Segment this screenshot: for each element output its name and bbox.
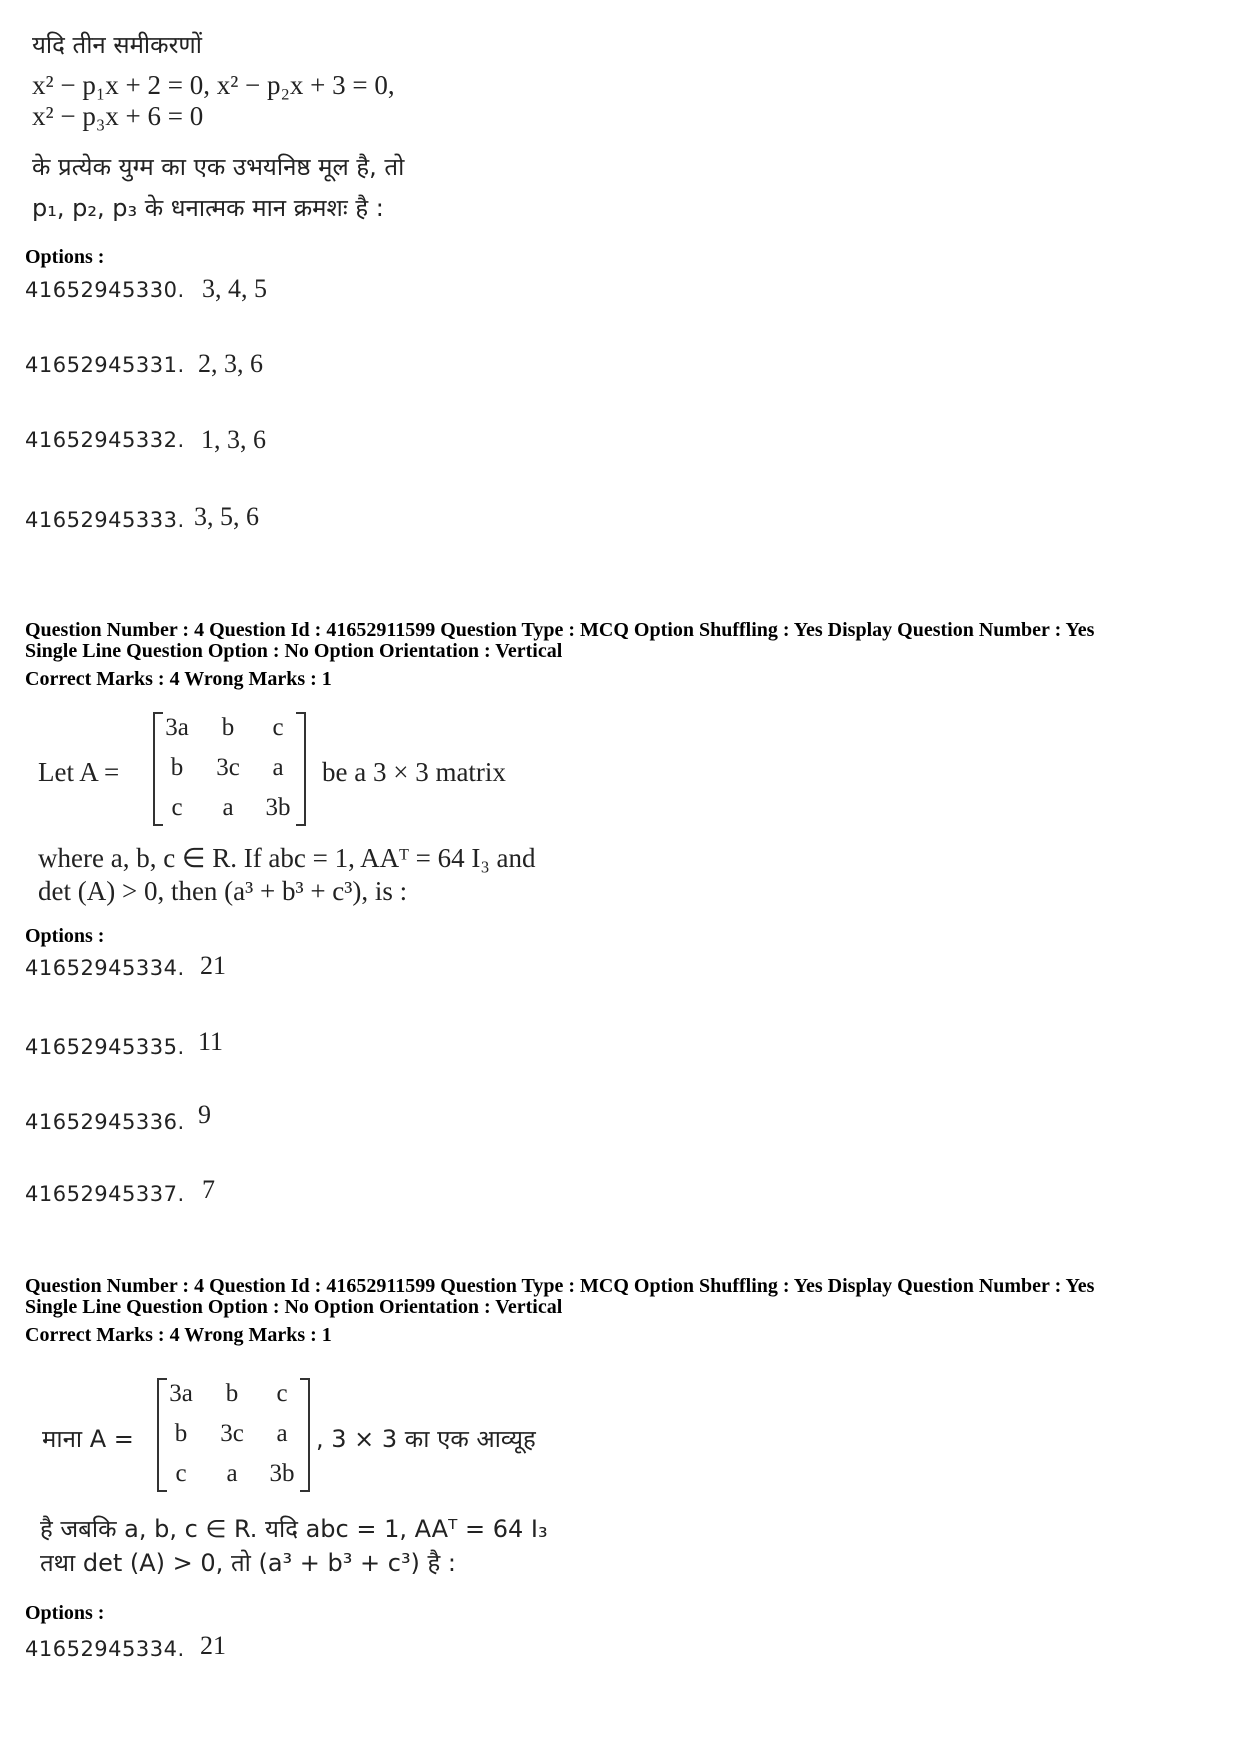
option-row[interactable]	[25, 1182, 185, 1206]
q4-hi-matrix-caption: , 3 × 3 का एक आव्यूह	[316, 1425, 536, 1453]
option-id: 41652945334.	[25, 1637, 185, 1661]
option-id: 41652945334.	[25, 956, 185, 980]
q4-marks: Correct Marks : 4 Wrong Marks : 1	[25, 668, 332, 690]
q4-hi-let-text: माना A =	[42, 1425, 134, 1453]
option-id: 41652945333.	[25, 508, 185, 532]
option-row[interactable]	[25, 1110, 185, 1134]
option-id: 41652945331.	[25, 353, 185, 377]
option-row[interactable]	[25, 278, 185, 302]
q4-hi-line-3: तथा det (A) > 0, तो (a³ + b³ + c³) है :	[40, 1549, 457, 1577]
q4-hi-options-label: Options :	[25, 1602, 105, 1624]
option-row[interactable]	[25, 428, 185, 452]
q4-let-text: Let A =	[38, 757, 120, 787]
option-value: 3, 4, 5	[202, 274, 267, 303]
option-value: 21	[200, 1631, 226, 1660]
option-value: 11	[198, 1027, 224, 1056]
q4-matrix-caption: be a 3 × 3 matrix	[322, 757, 506, 787]
option-value: 2, 3, 6	[198, 349, 263, 378]
q3-line-4: p₁, p₂, p₃ के धनात्मक मान क्रमशः है :	[32, 194, 384, 222]
option-row[interactable]	[25, 956, 185, 980]
option-row[interactable]	[25, 1035, 185, 1059]
option-value: 1, 3, 6	[201, 425, 266, 454]
q4-hi-meta-line-2: Single Line Question Option : No Option Orientation : Vertical	[25, 1296, 563, 1318]
option-row[interactable]	[25, 508, 185, 532]
q4-meta-line-1: Question Number : 4 Question Id : 41652911599 Question Type : MCQ Option Shuffling : Yes Display Question Number : Yes	[25, 619, 1095, 641]
option-id: 41652945332.	[25, 428, 185, 452]
q4-line-3: det (A) > 0, then (a³ + b³ + c³), is :	[38, 876, 408, 906]
option-row[interactable]	[25, 353, 185, 377]
q3-line-1: यदि तीन समीकरणों	[32, 31, 202, 59]
option-value: 3, 5, 6	[194, 502, 259, 531]
q4-hi-line-2: है जबकि a, b, c ∈ R. यदि abc = 1, AAᵀ = 64 I₃	[40, 1515, 548, 1543]
q4-meta-line-2: Single Line Question Option : No Option Orientation : Vertical	[25, 640, 563, 662]
option-row[interactable]	[25, 1637, 185, 1661]
q4-hi-marks: Correct Marks : 4 Wrong Marks : 1	[25, 1324, 332, 1346]
q3-line-3: के प्रत्येक युग्म का एक उभयनिष्ठ मूल है, तो	[32, 153, 405, 181]
q3-equation-2: x² − p₃x + 6 = 0	[32, 101, 204, 131]
option-value: 9	[198, 1100, 211, 1129]
q3-options-label: Options :	[25, 246, 105, 268]
q4-hi-meta-line-1: Question Number : 4 Question Id : 41652911599 Question Type : MCQ Option Shuffling : Yes Display Question Number : Yes	[25, 1275, 1095, 1297]
q4-line-2: where a, b, c ∈ R. If abc = 1, AAᵀ = 64 I₃ and	[38, 843, 536, 873]
option-id: 41652945337.	[25, 1182, 185, 1206]
option-id: 41652945336.	[25, 1110, 185, 1134]
option-value: 7	[202, 1175, 215, 1204]
q4-options-label: Options :	[25, 925, 105, 947]
option-value: 21	[200, 951, 226, 980]
option-id: 41652945330.	[25, 278, 185, 302]
option-id: 41652945335.	[25, 1035, 185, 1059]
q3-equation-1: x² − p₁x + 2 = 0, x² − p₂x + 3 = 0,	[32, 70, 395, 100]
